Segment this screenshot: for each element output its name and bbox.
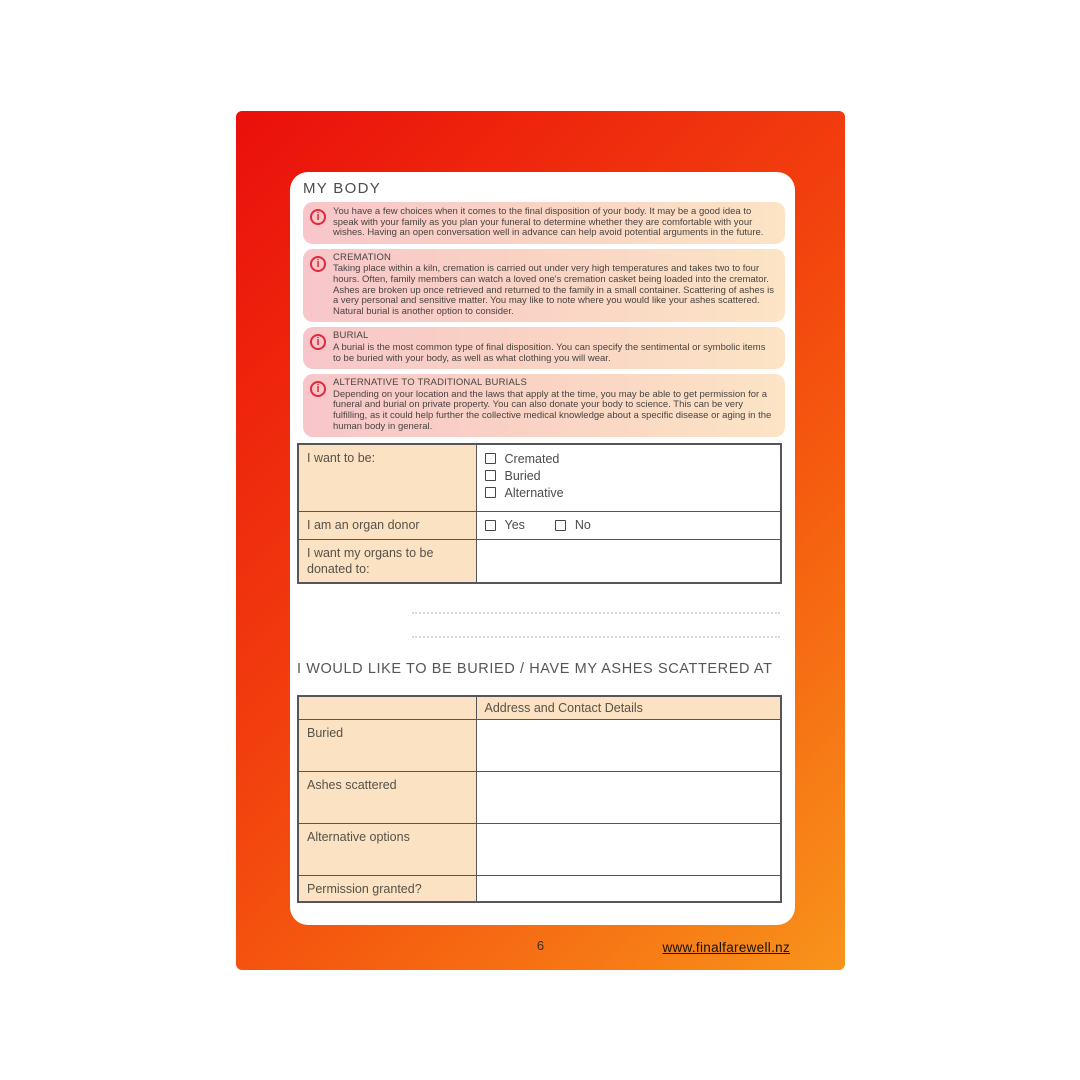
- checkbox-icon[interactable]: [485, 453, 496, 464]
- checkbox-icon[interactable]: [485, 470, 496, 481]
- row-label: Alternative options: [298, 823, 476, 875]
- header-empty-cell: [298, 696, 476, 719]
- page-number: 6: [536, 938, 545, 953]
- faint-dotted-line: [412, 636, 780, 638]
- alternative-options-details-field[interactable]: [476, 823, 781, 875]
- checkbox-option-cremated[interactable]: [485, 450, 773, 467]
- info-box-burial: [303, 327, 785, 369]
- table-row: [298, 719, 781, 771]
- checkbox-label: Yes: [504, 518, 525, 533]
- permission-granted-field[interactable]: [476, 875, 781, 902]
- checkbox-option-buried[interactable]: [485, 467, 773, 484]
- row-label: Buried: [298, 719, 476, 771]
- checkbox-label: Alternative: [504, 485, 564, 500]
- info-title: ALTERNATIVE TO TRADITIONAL BURIALS: [333, 377, 528, 389]
- checkbox-label: No: [574, 518, 591, 533]
- row-label: I want my organs to be donated to:: [298, 539, 476, 583]
- info-icon: i: [310, 334, 326, 350]
- checkbox-label: Cremated: [504, 451, 560, 466]
- row-label: Ashes scattered: [298, 771, 476, 823]
- info-box-general: [303, 202, 785, 244]
- buried-details-field[interactable]: [476, 719, 781, 771]
- info-icon: i: [310, 256, 326, 272]
- column-header: Address and Contact Details: [476, 696, 781, 719]
- page-title: MY BODY: [303, 180, 382, 197]
- table-row: [298, 771, 781, 823]
- row-label: Permission granted?: [298, 875, 476, 902]
- table-row: [298, 444, 781, 511]
- poster-gradient-page: [236, 111, 845, 970]
- table-row: [298, 539, 781, 583]
- body-choices-table: [297, 443, 782, 584]
- faint-dotted-line: [412, 612, 780, 614]
- organ-donor-options-cell: [476, 511, 781, 539]
- info-title: BURIAL: [333, 330, 369, 342]
- info-text: Depending on your location and the laws that apply at the time, you may be able to get permission for a funeral and burial on private property. You can also donate your body to science. This can be very fulfilling, as it could help further the collective medical knowledge about a specific disease or aging in the human body in general.: [333, 388, 772, 432]
- organs-donated-to-field[interactable]: [476, 539, 781, 583]
- info-text: You have a few choices when it comes to the final disposition of your body. It may be a good idea to speak with your family as you plan your funeral to determine whether they are comfortable with your wishes. Having an open conversation well in advance can help avoid potential arguments in the future.: [333, 206, 764, 239]
- table-row: [298, 823, 781, 875]
- info-box-cremation: [303, 249, 785, 323]
- row-label: I want to be:: [298, 444, 476, 511]
- checkbox-option-yes[interactable]: [485, 517, 525, 534]
- section-heading: I WOULD LIKE TO BE BURIED / HAVE MY ASHES SCATTERED AT: [297, 661, 773, 678]
- content-card: [290, 172, 795, 925]
- table-header-row: [298, 696, 781, 719]
- info-icon: i: [310, 381, 326, 397]
- website-link[interactable]: www.finalfarewell.nz: [662, 940, 790, 955]
- table-row: [298, 875, 781, 902]
- row-label: I am an organ donor: [298, 511, 476, 539]
- checkbox-option-no[interactable]: [555, 517, 591, 534]
- checkbox-icon[interactable]: [485, 520, 496, 531]
- checkbox-option-alternative[interactable]: [485, 484, 773, 501]
- ashes-scattered-details-field[interactable]: [476, 771, 781, 823]
- info-icon: i: [310, 209, 326, 225]
- table-row: [298, 511, 781, 539]
- checkbox-icon[interactable]: [485, 487, 496, 498]
- info-title: CREMATION: [333, 251, 392, 263]
- info-box-alternative: [303, 374, 785, 437]
- checkbox-label: Buried: [504, 468, 541, 483]
- disposition-options-cell: [476, 444, 781, 511]
- burial-location-table: [297, 695, 782, 903]
- info-text: A burial is the most common type of final disposition. You can specify the sentimental or symbolic items to be buried with your body, as well as what clothing you will wear.: [333, 341, 766, 364]
- checkbox-icon[interactable]: [555, 520, 566, 531]
- info-text: Taking place within a kiln, cremation is carried out under very high temperatures and takes two to four hours. Often, family members can watch a loved one's cremation casket being loaded into the cremator. Ashes are broken up once retrieved and returned to the family in a small container. Scattering of ashes is a very personal and sensitive matter. You may like to note where you would like your ashes scattered. Natural burial is another option to consider.: [333, 263, 774, 317]
